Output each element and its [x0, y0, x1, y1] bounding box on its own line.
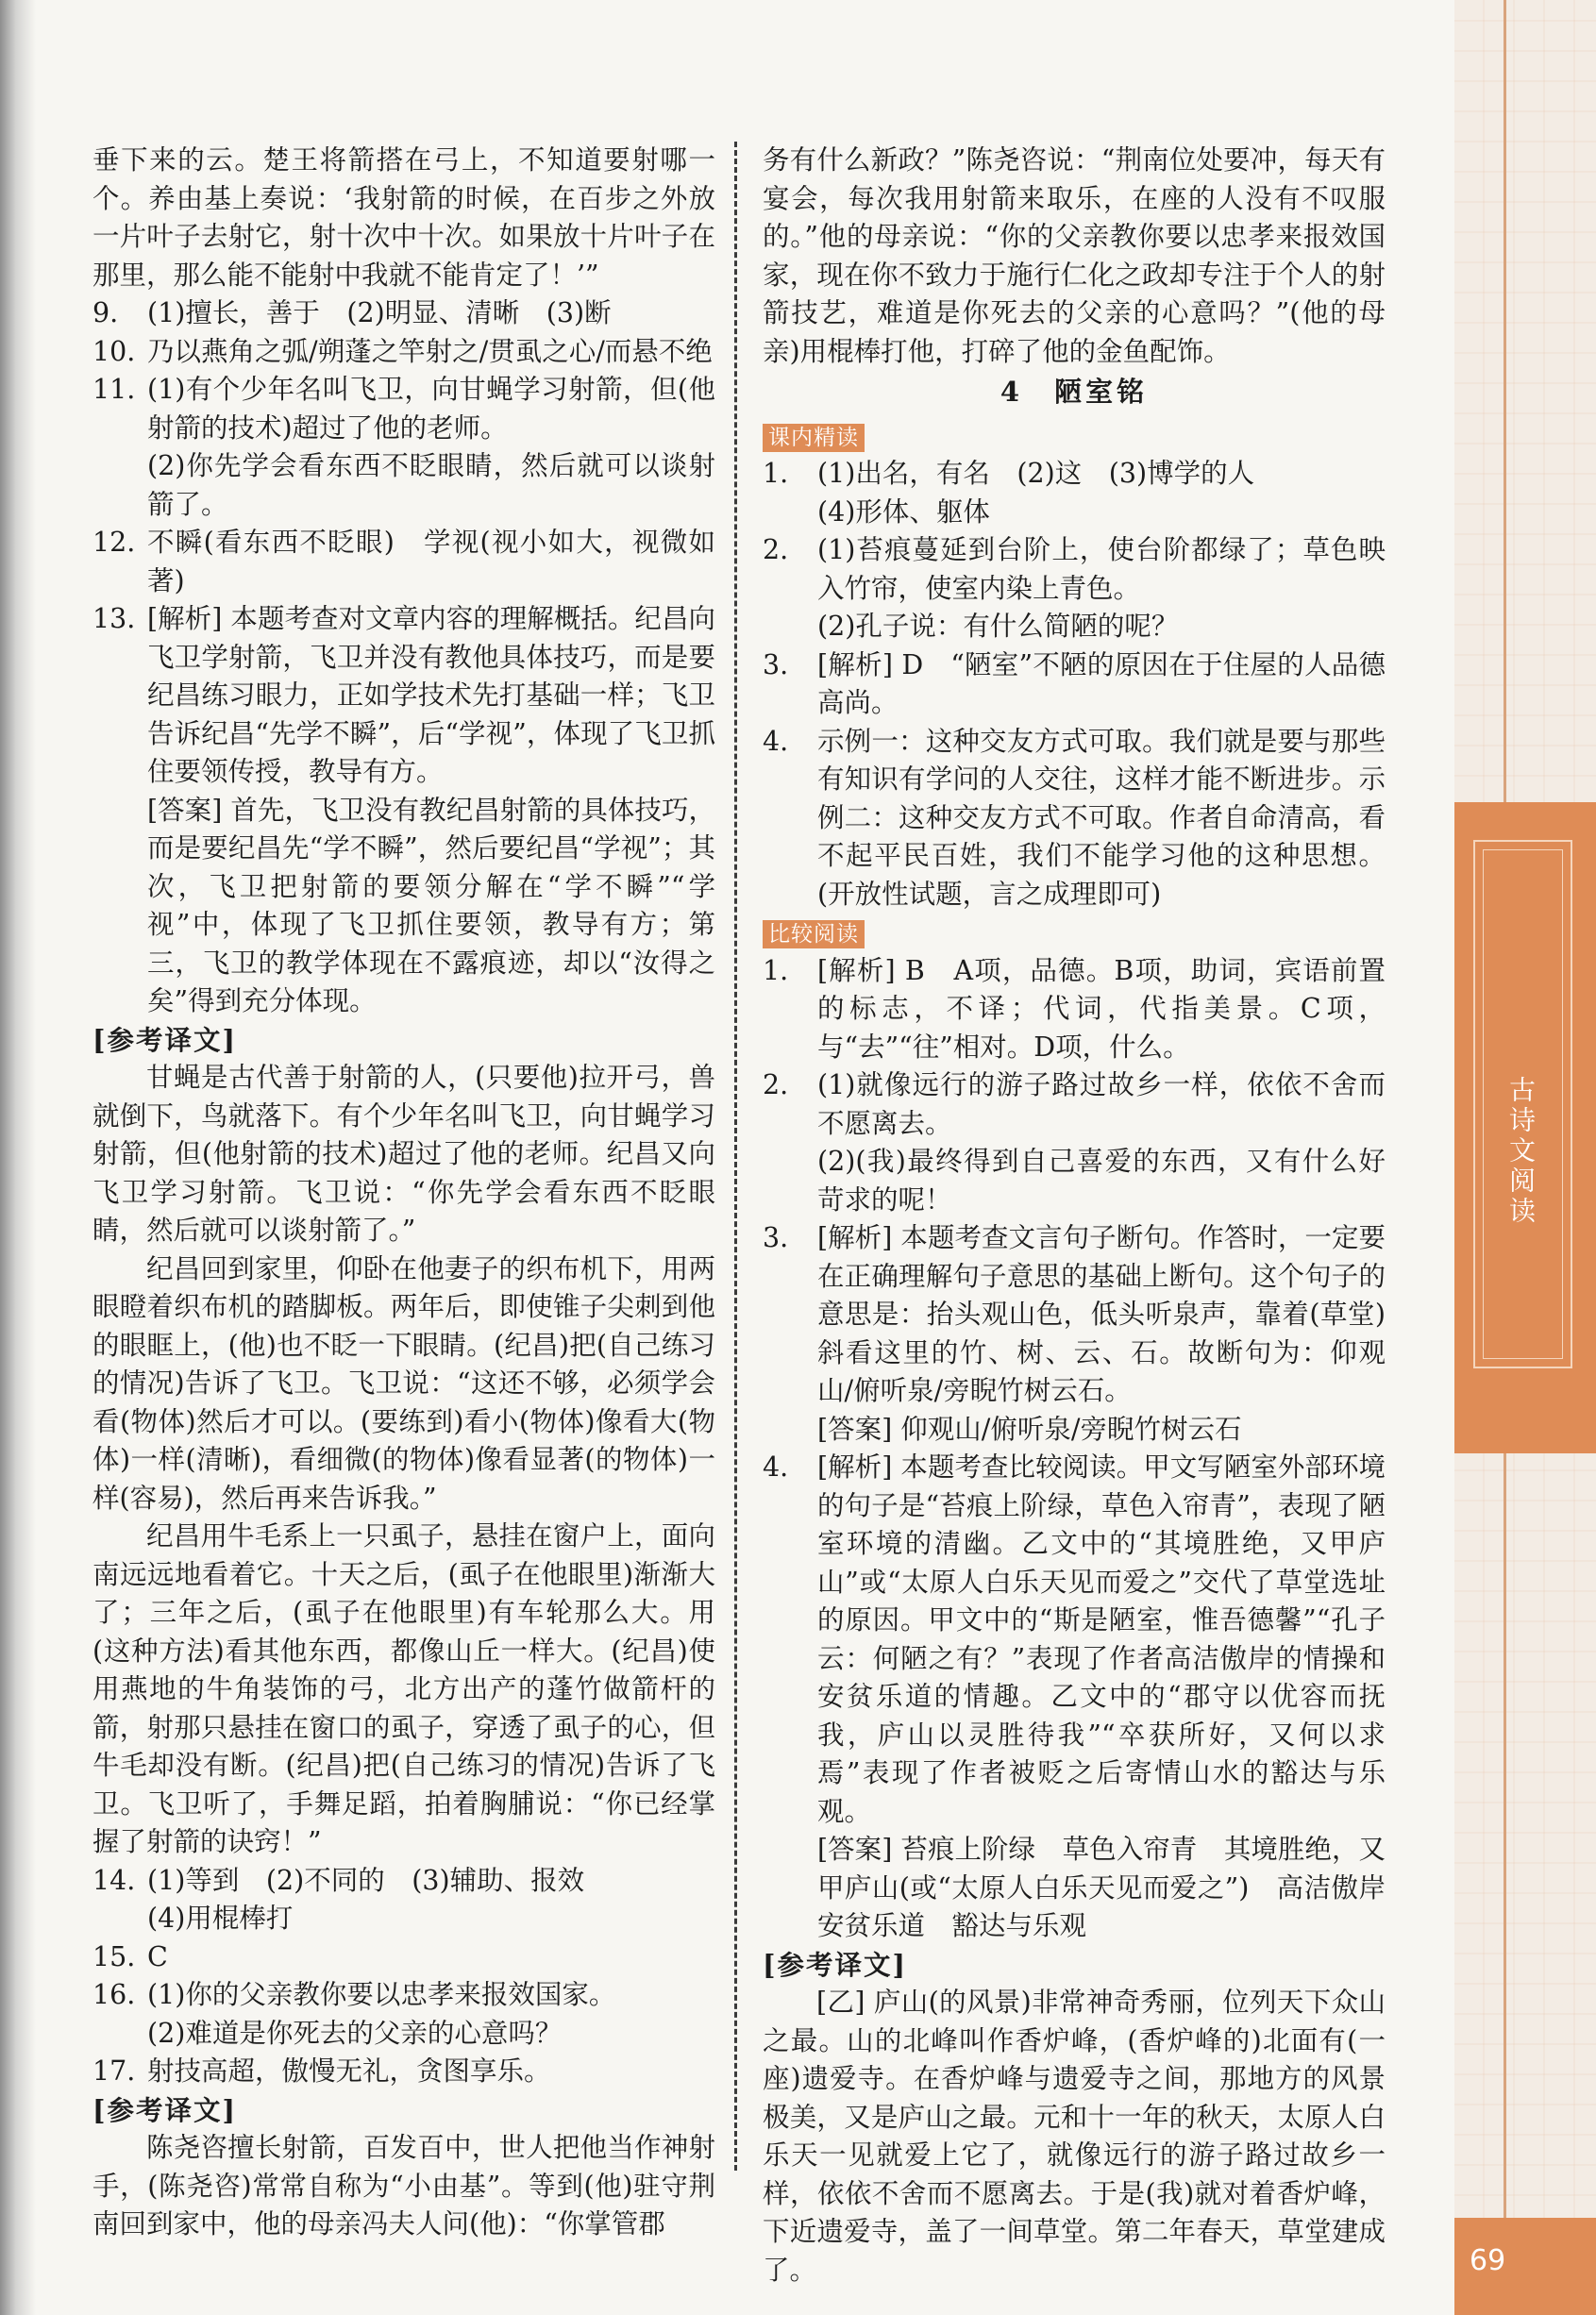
item-number: 1. [763, 458, 789, 489]
sub-answer: (4)用棍棒打 [147, 1903, 294, 1934]
translation-paragraph: 纪昌用牛毛系上一只虱子，悬挂在窗户上，面向南远远地看着它。十天之后，(虱子在他眼里)渐渐大了；三年之后，(虱子在他眼里)有车轮那么大。用(这种方法)看其他东西，都像山丘一样大。(纪昌)使用燕地的牛角装饰的弓，北方出产的蓬竹做箭杆的箭，射那只悬挂在窗口的虱子，穿透了虱子的心，但牛毛却没有断。(纪昌)把(自己练习的情况)告诉了飞卫。飞卫听了，手舞足蹈，拍着胸脯说：“你已经掌握了射箭的诀窍！” [92, 1520, 715, 1857]
chapter-sidebar [1454, 0, 1596, 2315]
item-number: 3. [763, 648, 789, 680]
item-text: 示例一：这种交友方式可取。我们就是要与那些有知识有学问的人交往，这样才能不断进步。示例二：这种交友方式不可取。作者自命清高，看不起平民百姓，我们不能学习他的这种思想。(开放性试题，言之成理即可) [817, 725, 1386, 910]
continued-paragraph: 垂下来的云。楚王将箭搭在弓上，不知道要射哪一个。养由基上奏说：‘我射箭的时候，在百步之外放一片叶子去射它，射十次中十次。如果放十片叶子在那里，那么能不能射中我就不能肯定了！’” [92, 144, 715, 291]
item-number: 13. [92, 603, 136, 634]
item-text: [解析] 本题考查比较阅读。甲文写陋室外部环境的句子是“苔痕上阶绿，草色入帘青”，表现了陋室环境的清幽。乙文中的“其境胜绝，又甲庐山”或“太原人白乐天见而爱之”交代了草堂选址的原因。甲文中的“斯是陋室，惟吾德馨”“孔子云：何陋之有？”表现了作者高洁傲岸的情操和安贫乐道的情趣。乙文中的“郡守以优容而抚我，庐山以灵胜待我”“卒获所好，又何以求焉”表现了作者被贬之后寄情山水的豁达与乐观。 [817, 1451, 1386, 1827]
column-divider [734, 142, 737, 2171]
sub-answer: (2)你先学会看东西不眨眼睛，然后就可以谈射箭了。 [147, 450, 715, 520]
sub-answer: (4)形体、躯体 [817, 495, 990, 528]
item-text: (1)出名，有名 (2)这 (3)博学的人 [817, 458, 1255, 489]
reference-translation-heading: [参考译文] [763, 1948, 907, 1981]
sidebar-band [1454, 802, 1596, 1453]
item-number: 17. [92, 2055, 136, 2087]
item-text: (1)就像远行的游子路过故乡一样，依依不舍而不愿离去。 [817, 1069, 1386, 1139]
item-number: 10. [92, 335, 136, 367]
item-text: 射技高超，傲慢无礼，贪图享乐。 [147, 2055, 551, 2087]
answer-item [92, 1862, 715, 1901]
item-text: [解析] 本题考查文言句子断句。作答时，一定要在正确理解句子意思的基础上断句。这个句子的意思是：抬头观山色，低头听泉声，靠着(草堂)斜看这里的竹、树、云、石。故断句为：仰观山/俯听泉/旁睨竹树云石。 [817, 1222, 1386, 1406]
answer-item [92, 333, 715, 372]
translation-paragraph: 甘蝇是古代善于射箭的人，(只要他)拉开弓，兽就倒下，鸟就落下。有个少年名叫飞卫，向甘蝇学习射箭，但(他射箭的技术)超过了他的老师。纪昌又向飞卫学习射箭。飞卫说：“你先学会看东西不眨眼睛，然后就可以谈射箭了。” [92, 1062, 715, 1246]
answer-item [763, 1219, 1386, 1411]
item-number: 2. [763, 1069, 789, 1100]
answer-item [763, 723, 1386, 914]
item-number: 14. [92, 1864, 136, 1896]
answer-item [92, 524, 715, 600]
item-number: 9. [92, 297, 119, 328]
sub-answer: (2)(我)最终得到自己喜爱的东西，又有什么好苛求的呢！ [817, 1146, 1386, 1216]
item-number: 15. [92, 1940, 136, 1972]
item-text: (1)你的父亲教你要以忠孝来报效国家。 [147, 1979, 616, 2010]
item-number: 2. [763, 534, 789, 565]
item-number: 4. [763, 725, 789, 757]
item-text: (1)擅长，善于 (2)明显、清晰 (3)断 [147, 297, 612, 328]
continued-paragraph: 务有什么新政？”陈尧咨说：“荆南位处要冲，每天有宴会，每次我用射箭来取乐，在座的人没有不叹服的。”他的母亲说：“你的父亲教你要以忠孝来报效国家，现在你不致力于施行仁化之政却专注于个人的射箭技艺，难道是你死去的父亲的心意吗？”(他的母亲)用棍棒打他，打碎了他的金鱼配饰。 [763, 144, 1386, 367]
answer-item [763, 455, 1386, 494]
page-body [36, 0, 1454, 2315]
item-text: [解析] D “陋室”不陋的原因在于住屋的人品德高尚。 [817, 648, 1386, 718]
item-number: 3. [763, 1222, 789, 1253]
reference-translation-heading: [参考译文] [92, 2093, 237, 2126]
answer-item [763, 1066, 1386, 1143]
translation-paragraph: [乙] 庐山(的风景)非常神奇秀丽，位列天下众山之最。山的北峰叫作香炉峰，(香炉峰的)北面有(一座)遗爱寺。在香炉峰与遗爱寺之间，那地方的风景极美，又是庐山之最。元和十一年的秋天，太原人白乐天一见就爱上它了，就像远行的游子路过故乡一样，依依不舍而不愿离去。于是(我)就对着香炉峰，下近遗爱寺，盖了一间草堂。第二年春天，草堂建成了。 [763, 1987, 1386, 2286]
page-number: 69 [1470, 2244, 1506, 2277]
item-text: (1)有个少年名叫飞卫，向甘蝇学习射箭，但(他射箭的技术)超过了他的老师。 [147, 374, 715, 444]
answer-item [92, 294, 715, 333]
section-tag: 比较阅读 [763, 920, 865, 948]
item-text: 不瞬(看东西不眨眼) 学视(视小如大，视微如著) [147, 527, 715, 596]
lesson-title: 4 陋室铭 [1000, 376, 1149, 408]
answer-item [763, 531, 1386, 608]
item-number: 12. [92, 527, 136, 558]
sidebar-section-label: 古诗文阅读 [1505, 1076, 1537, 1227]
sub-answer: [答案] 首先，飞卫没有教纪昌射箭的具体技巧，而是要纪昌先“学不瞬”，然后要纪昌“学视”；其次，飞卫把射箭的要领分解在“学不瞬”“学视”中，体现了飞卫抓住要领，教导有方；第三，飞卫的教学体现在不露痕迹，却以“汝得之矣”得到充分体现。 [147, 794, 715, 1016]
answer-item [92, 1938, 715, 1977]
answer-item [763, 646, 1386, 723]
right-column [763, 142, 1413, 2290]
answer-item [763, 1449, 1386, 1831]
item-number: 16. [92, 1979, 136, 2010]
left-column [92, 142, 715, 2244]
answer-item [92, 600, 715, 792]
section-tag-row [763, 914, 1386, 952]
item-text: (1)苔痕蔓延到台阶上，使台阶都绿了；草色映入竹帘，使室内染上青色。 [817, 534, 1386, 604]
item-text: C [147, 1940, 168, 1972]
reference-translation-heading: [参考译文] [92, 1023, 237, 1056]
sub-answer: (2)难道是你死去的父亲的心意吗？ [147, 2017, 563, 2049]
section-tag-row [763, 417, 1386, 456]
item-text: (1)等到 (2)不同的 (3)辅助、报效 [147, 1864, 585, 1896]
item-text: 乃以燕角之弧/朔蓬之竿射之/贯虱之心/而悬不绝 [147, 335, 713, 367]
item-text: [解析] B A项，品德。B项，助词，宾语前置的标志，不译；代词，代指美景。C项，与“去”“往”相对。D项，什么。 [817, 954, 1386, 1063]
sub-answer: (2)孔子说：有什么简陋的呢？ [817, 611, 1179, 642]
answer-item [763, 952, 1386, 1067]
translation-paragraph: 纪昌回到家里，仰卧在他妻子的织布机下，用两眼瞪着织布机的踏脚板。两年后，即使锥子尖刺到他的眼眶上，(他)也不眨一下眼睛。(纪昌)把(自己练习的情况)告诉了飞卫。飞卫说：“这还不够，必须学会看(物体)然后才可以。(要练到)看小(物体)像看大(物体)一样(清晰)，看细微(的物体)像看显著(的物体)一样(容易)，然后再来告诉我。” [92, 1252, 715, 1514]
answer-item [92, 371, 715, 447]
translation-paragraph: 陈尧咨擅长射箭，百发百中，世人把他当作神射手，(陈尧咨)常常自称为“小由基”。等到(他)驻守荆南回到家中，他的母亲冯夫人问(他)：“你掌管郡 [92, 2132, 715, 2240]
answer-item [92, 2053, 715, 2091]
page-binding-shadow [0, 0, 36, 2315]
sub-answer: [答案] 仰观山/俯听泉/旁睨竹树云石 [817, 1413, 1242, 1445]
item-number: 4. [763, 1451, 789, 1483]
sub-answer: [答案] 苔痕上阶绿 草色入帘青 其境胜绝，又甲庐山(或“太原人白乐天见而爱之”) 高洁傲岸 安贫乐道 豁达与乐观 [817, 1834, 1413, 1941]
item-number: 11. [92, 374, 136, 405]
answer-item [92, 1976, 715, 2015]
item-number: 1. [763, 954, 789, 986]
item-text: [解析] 本题考查对文章内容的理解概括。纪昌向飞卫学射箭，飞卫并没有教他具体技巧，而是要纪昌练习眼力，正如学技术先打基础一样；飞卫告诉纪昌“先学不瞬”，后“学视”，体现了飞卫抓住要领传授，教导有方。 [147, 603, 715, 787]
section-tag: 课内精读 [763, 424, 865, 452]
